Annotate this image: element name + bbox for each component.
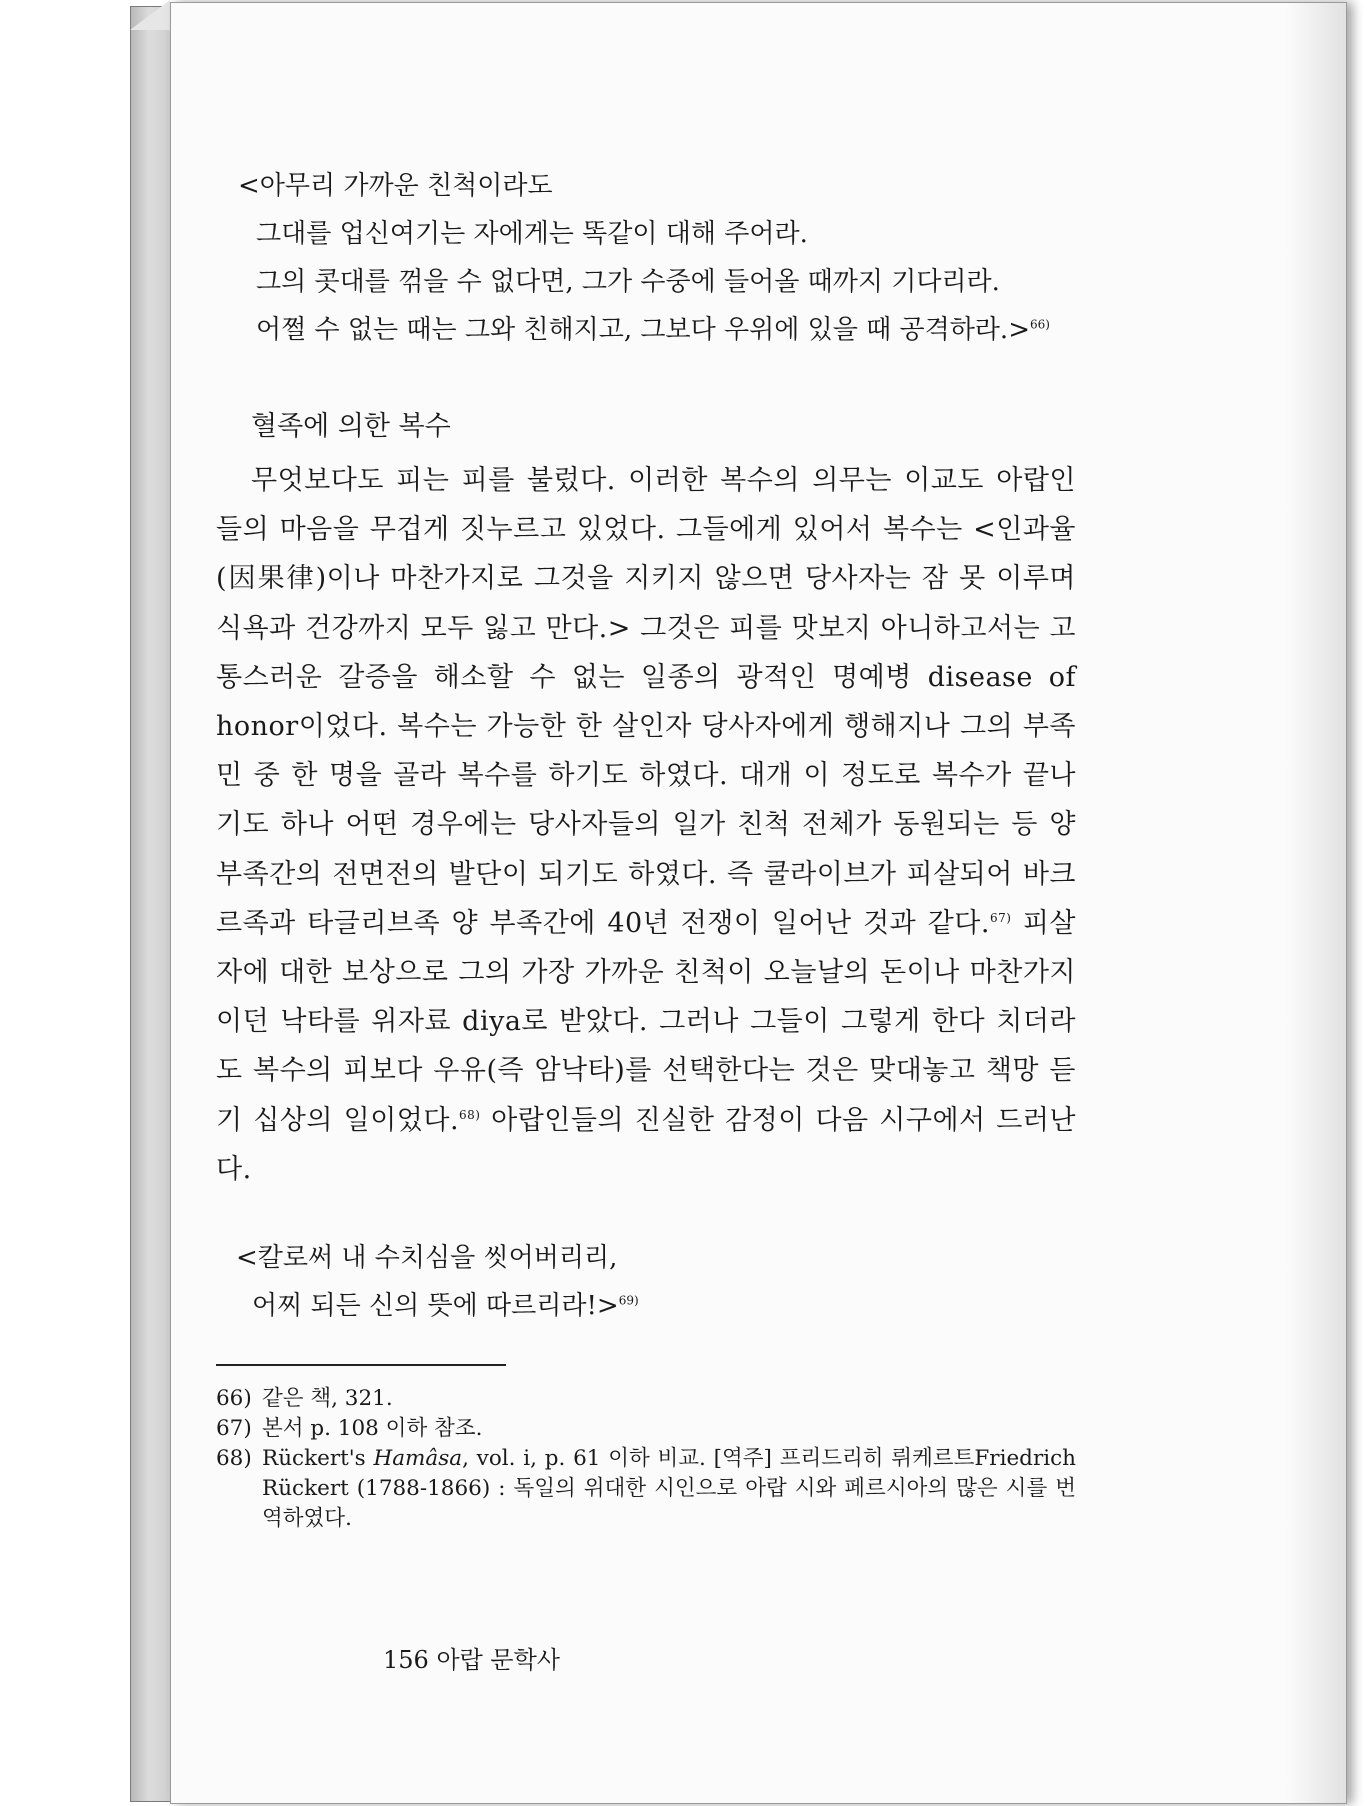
- body-paragraph: 무엇보다도 피는 피를 불렀다. 이러한 복수의 의무는 이교도 아랍인들의 마음을 무겁게 짓누르고 있었다. 그들에게 있어서 복수는 <인과율(因果律)이나 마찬가지로 그것을 지키지 않으면 당사자는 잠 못 이루며 식욕과 건강까지 모두 잃고 만다.> 그것은 피를 맛보지 아니하고서는 고통스러운 갈증을 해소할 수 없는 일종의 광적인 명예병 disease of honor이었다. 복수는 가능한 한 살인자 당사자에게 행해지나 그의 부족민 중 한 명을 골라 복수를 하기도 하였다. 대개 이 정도로 복수가 끝나기도 하나 어떤 경우에는 당사자들의 일가 친척 전체가 동원되는 등 양 부족간의 전면전의 발단이 되기도 하였다. 즉 쿨라이브가 피살되어 바크르족과 타글리브족 양 부족간에 40년 전쟁이 일어난 것과 같다.$^{67)}$ 피살자에 대한 보상으로 그의 가장 가까운 친척이 오늘날의 돈이나 마찬가지이던 낙타를 위자료 diya로 받았다. 그러나 그들이 그렇게 한다 치더라도 복수의 피보다 우유(즉 암낙타)를 선택한다는 것은 맞대놓고 책망 듣기 십상의 일이었다.$^{68)}$ 아랍인들의 진실한 감정이 다음 시구에서 드러난다.: [216, 465, 1076, 1185]
- poem-block-1: [238, 162, 1076, 354]
- footnotes: [216, 1384, 1076, 1534]
- page-footer: 156 아랍 문학사: [383, 1646, 560, 1674]
- poem-line: 그대를 업신여기는 자에게는 똑같이 대해 주어라.: [256, 219, 808, 249]
- poem-line: 어찌 되든 신의 뜻에 따르리라!>$^{69)}$: [252, 1291, 639, 1322]
- footnote-ref[interactable]: 67): [989, 910, 1012, 925]
- page-edge-shadow: [1286, 3, 1346, 1803]
- footnote-text: 본서 p. 108 이하 참조.: [262, 1416, 483, 1442]
- poem-line: <칼로써 내 수치심을 씻어버리리,: [236, 1243, 618, 1274]
- footnote: [216, 1414, 1076, 1444]
- footnote-ref[interactable]: 66): [1029, 317, 1050, 332]
- poem-line: 그의 콧대를 꺾을 수 없다면, 그가 수중에 들어올 때까지 기다리라.: [256, 267, 1000, 297]
- footnote-number: 68): [216, 1446, 252, 1472]
- section-heading: 혈족에 의한 복수: [251, 411, 451, 442]
- poem-line: <아무리 가까운 친척이라도: [238, 171, 553, 201]
- footnote-text: 같은 책, 321.: [262, 1386, 393, 1412]
- footnote-ref[interactable]: 69): [618, 1293, 639, 1308]
- footnote-number: 66): [216, 1386, 252, 1412]
- footnote: [216, 1384, 1076, 1414]
- footnote-number: 67): [216, 1416, 252, 1442]
- footnote: [216, 1444, 1076, 1534]
- book-spine: [130, 6, 172, 1802]
- poem-line: 어쩔 수 없는 때는 그와 친해지고, 그보다 우위에 있을 때 공격하라.>$^{66)}$: [256, 315, 1050, 345]
- page-content: [216, 162, 1076, 1534]
- footnote-text: Rückert's Hamâsa, vol. i, p. 61 이하 비교. [역주] 프리드리히 뤼케르트Friedrich Rückert (1788-1866) : 독일의 위대한 시인으로 아랍 시와 페르시아의 많은 시를 번역하였다.: [262, 1446, 1076, 1532]
- footnote-divider: [216, 1364, 506, 1366]
- poem-block-2: [236, 1234, 1076, 1330]
- footnote-ref[interactable]: 68): [459, 1107, 481, 1122]
